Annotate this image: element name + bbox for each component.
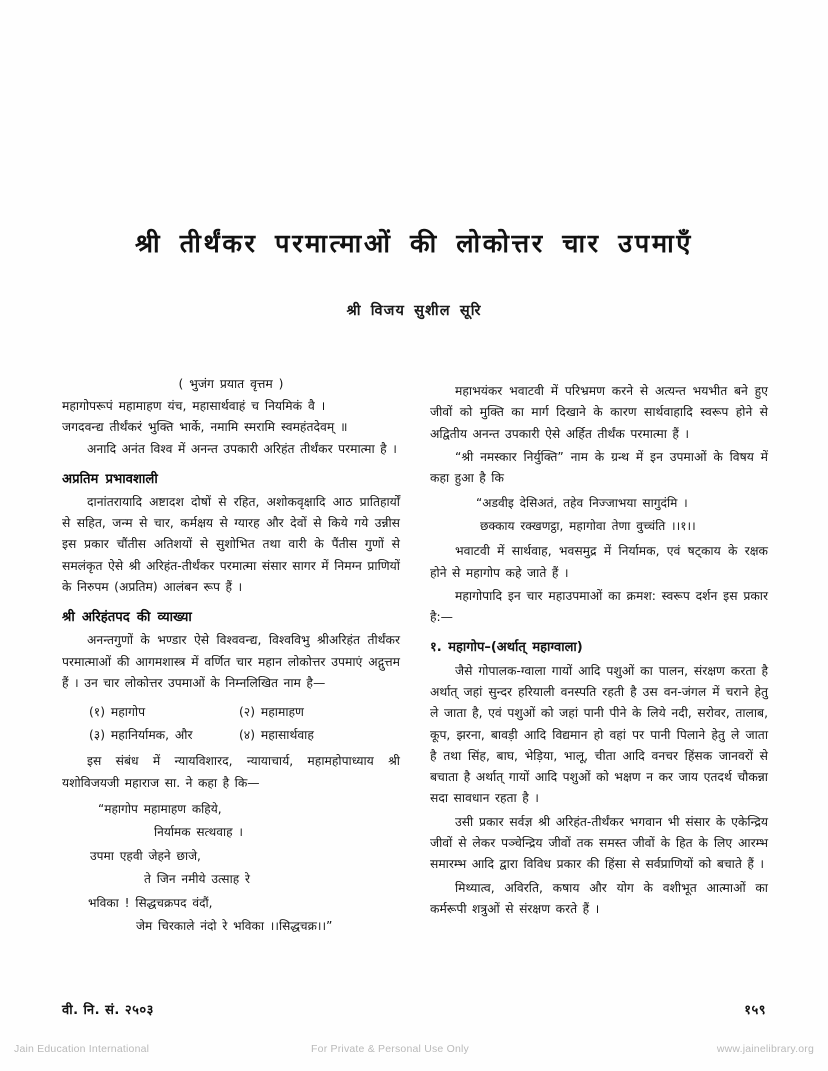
- right-paragraph-5: जैसे गोपालक-ग्वाला गायों आदि पशुओं का पालन, संरक्षण करता है अर्थात् जहां सुन्दर हरियाली वनस्पति रहती है उस वन-जंगल में चराने हेतु ले जाता है, एवं पशुओं को जहां पानी पीने के लिये नदी, सरोवर, तालाब, कूप, झरना, बावड़ी आदि विद्यमान हो वहां पर पानी पिलाने हेतु ले जाता है तथा सिंह, बाघ, भेड़िया, भालू, चीता आदि वनचर हिंसक जानवरों से बचाता है अर्थात् गायों आदि पशुओं को भक्षण न कर जाय एतदर्थ चौकन्ना सदा सावधान रहता है ।: [430, 663, 768, 806]
- watermark-left: Jain Education International: [14, 1043, 150, 1055]
- quote-line-6: जेम चिरकाले नंदो रे भविका ।।सिद्धचक्र।।”: [136, 919, 333, 934]
- quote-line-5: भविका ! सिद्धचक्रपद वंदौं,: [88, 895, 213, 910]
- verse-heading: ( भुजंग प्रयात वृत्तम ): [178, 377, 284, 391]
- left-paragraph-3: अनन्तगुणों के भण्डार ऐसे विश्ववन्द्य, विश्वविभु श्रीअरिहंत तीर्थंकर परमात्माओं की आगमशास्त्र में वर्णित चार महान लोकोत्तर उपमाएं अद्गुत्तम हैं । उन चार लोकोत्तर उपमाओं के निम्नलिखित नाम है—: [62, 633, 400, 690]
- right-paragraph-6: उसी प्रकार सर्वज्ञ श्री अरिहंत-तीर्थंकर भगवान भी संसार के एकेन्द्रिय जीवों से लेकर पञ्चेन्द्रिय जीवों तक समस्त जीवों के हित के लिए आरम्भ समारम्भ आदि द्वारा विविध प्रकार की हिंसा से सर्वप्राणियों को बचाते हैं ।: [430, 814, 768, 872]
- quote-line-3: उपमा एहवी जेहने छाजे,: [90, 848, 201, 863]
- list-item: [62, 701, 400, 724]
- page-title: श्री तीर्थंकर परमात्माओं की लोकोत्तर चार उपमाएँ: [135, 229, 693, 259]
- footer-era-label: वी. नि. सं. २५०३: [62, 1003, 154, 1018]
- upama-label-3: महानिर्यामक, और: [110, 728, 193, 743]
- quote-line-4: ते जिन नमीये उत्साह रे: [144, 872, 250, 887]
- upama-name-list: [62, 701, 400, 747]
- watermark-center: For Private & Personal Use Only: [311, 1043, 469, 1055]
- upama-item-3: [89, 724, 239, 747]
- quote-line-2: निर्यामक सत्थवाह ।: [154, 825, 243, 840]
- scan-watermark: [0, 1043, 828, 1055]
- upama-number-2: (२): [239, 705, 255, 720]
- upama-number-1: (१): [89, 705, 105, 720]
- left-column: [62, 374, 400, 966]
- right-paragraph-4: महागोपादि इन चार महाउपमाओं का क्रमश: स्वरूप दर्शन इस प्रकार है:—: [430, 589, 768, 625]
- right-paragraph-3: भवाटवी में सार्थवाह, भवसमुद्र में निर्यामक, एवं षट्काय के रक्षक होने से महागोप कहे जाते हैं ।: [430, 544, 768, 580]
- page-number: १५९: [744, 1003, 766, 1018]
- quote-line-1: “महागोप महामाहण कहिये,: [98, 801, 222, 816]
- gatha-line-1: “अडवीइ देसिअतं, तहेव निज्जाभया सागुदंमि ।: [476, 496, 688, 511]
- upama-number-4: (४): [239, 728, 255, 743]
- watermark-right: www.jainelibrary.org: [716, 1043, 814, 1055]
- upama-item-4: [239, 724, 389, 747]
- title-block: [0, 228, 828, 320]
- list-item: [62, 724, 400, 747]
- page-footer: [62, 1000, 766, 1018]
- right-paragraph-1: महाभयंकर भवाटवी में परिभ्रमण करने से अत्यन्त भयभीत बने हुए जीवों को मुक्ति का मार्ग दिखाने के कारण सार्थवाहादि स्वरूप होने से अद्वितीय अनन्त उपकारी ऐसे अर्हित तीर्थंक परमात्मा हैं ।: [430, 384, 768, 441]
- right-paragraph-7: मिथ्यात्व, अविरति, कषाय और योग के वशीभूत आत्माओं का कर्मरूपी शत्रुओं से संरक्षण करते हैं ।: [430, 880, 768, 916]
- sanskrit-verse-line-1: महागोपरूपं महामाहण यंच, महासार्थवाहं च नियमिकं वै ।: [62, 399, 326, 413]
- upama-item-1: [89, 701, 239, 724]
- prakrit-gatha: [430, 492, 768, 537]
- upama-label-2: महामाहण: [260, 705, 304, 720]
- left-paragraph-2: दानांतरायादि अष्टादश दोषों से रहित, अशोकवृक्षादि आठ प्रातिहार्यों से सहित, जन्म से चार, कर्मक्षय से ग्यारह और देवों से किये गये उन्नीस इस प्रकार चौंतीस अतिशयों से सुशोभित तथा वारी के पैंतीस गुणों से समलंकृत ऐसे श्री अरिहंत-तीर्थंकर परमात्मा संसार सागर में निमग्न प्राणियों के निरुपम (अप्रतिम) आलंबन रूप हैं ।: [62, 494, 400, 595]
- author-byline: श्री विजय सुशील सूरि: [346, 303, 482, 320]
- upama-label-1: महागोप: [110, 705, 146, 720]
- left-paragraph-1: अनादि अनंत विश्व में अनन्त उपकारी अरिहंत तीर्थंकर परमात्मा है ।: [87, 441, 397, 456]
- top-spacer: [430, 374, 768, 381]
- right-paragraph-2: “श्री नमस्कार निर्युक्ति” नाम के ग्रन्थ में इन उपमाओं के विषय में कहा हुआ है कि: [430, 449, 768, 486]
- quoted-stanza: [62, 798, 400, 939]
- upama-number-3: (३): [89, 728, 105, 743]
- section-heading-arihantpad: श्री अरिहंतपद की व्याख्या: [62, 610, 192, 626]
- right-column: [430, 374, 768, 966]
- left-paragraph-4: इस संबंध में न्यायविशारद, न्यायाचार्य, महामहोपाध्याय श्री यशोविजयजी महाराज सा. ने कहा है कि—: [62, 754, 400, 790]
- section-heading-apratim: अप्रतिम प्रभावशाली: [62, 471, 158, 487]
- upama-item-2: [239, 701, 389, 724]
- gatha-line-2: छक्काय रक्खणट्ठा, महागोवा तेणा वुच्चंति ।।१।।: [480, 518, 696, 533]
- section-heading-mahagop: १. महागोप–(अर्थात् महाग्वाला): [430, 639, 583, 655]
- upama-label-4: महासार्थवाह: [260, 728, 314, 743]
- body-columns: [62, 374, 768, 966]
- sanskrit-verse-line-2: जगदवन्द्य तीर्थंकरं भुक्ति भार्के, नमामि स्मरामि स्वमहंतदेवम् ॥: [62, 420, 348, 435]
